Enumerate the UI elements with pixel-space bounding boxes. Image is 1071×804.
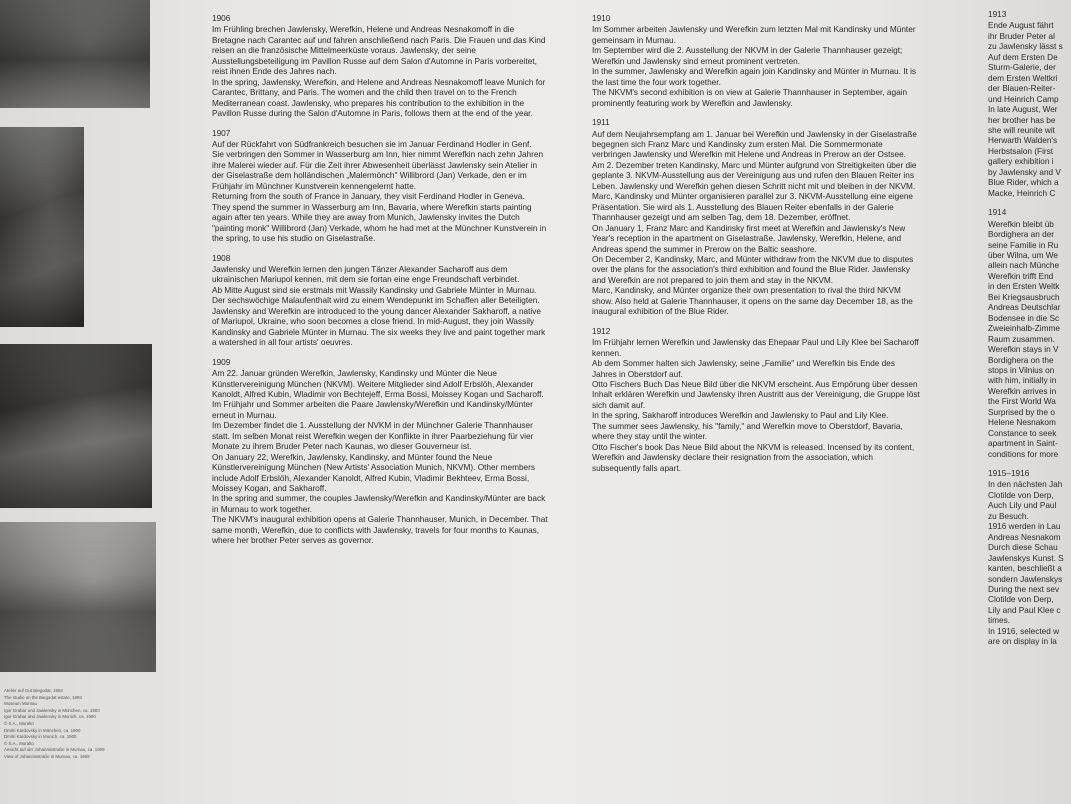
photo-caption-line: Atelier auf Gut Biegodat, 1893: [4, 688, 63, 693]
entry-paragraph: Im Sommer arbeiten Jawlensky und Werefkin zum letzten Mal mit Kandinsky und Münter gemeinsam in Murnau.: [592, 25, 916, 45]
entry-line: Jawlenskys Kunst. S: [988, 553, 1064, 563]
entry-paragraph: Im Dezember findet die 1. Ausstellung der NVKM in der Münchner Galerie Thannhauser statt. Im selben Monat reist Werefkin wegen der Konflikte in ihrer Paarbeziehung für vier Monate zu ihrem Bruder Peter nach Kaunas, wo dieser Gouverneur ist.: [212, 421, 534, 452]
entry-paragraph: Jawlensky and Werefkin are introduced to the young dancer Alexander Sakharoff, a native of Mariupol, Ukraine, who soon becomes a close friend. In mid-August, they join Wassily Kandinsky and Gabriele Münter in Murnau. The six weeks they live and paint together mark a watershed in all four artists' oeuvres.: [212, 306, 546, 348]
entry-paragraph: The summer sees Jawlensky, his "family," and Werefkin move to Oberstdorf, Bavaria, where they stay until the winter.: [592, 421, 903, 442]
entry-line: times.: [988, 616, 1011, 626]
entry-line: Andreas Deutschlar: [988, 303, 1061, 313]
entry-paragraph: Marc, Kandinsky, and Münter organize their own presentation to rival the third NKVM show. Also held at Galerie Thannhauser, it opens on the same day December 18, as the inaugural exhibition of the Blue Rider.: [592, 286, 913, 317]
entry-line: In late August, Wer: [988, 105, 1058, 115]
entry-paragraph: Ab Mitte August sind sie erstmals mit Wassily Kandinsky und Gabriele Münter in Murnau. Der sechswöchige Malaufenthalt wird zu einem Wendepunkt im Schaffen aller Beteiligten.: [212, 285, 540, 306]
entry-year: 1915–1916: [988, 469, 1030, 479]
entry-paragraph: Sie verbringen den Sommer in Wasserburg am Inn, hier nimmt Werefkin nach zehn Jahren ihre Malerei wieder auf. Für die Zeit ihrer Abwesenheit überlässt Jawlensky sein Atelier in der Giselastraße dem holländischen „Malermönch" Willibrord (Jan) Verkade, den er im Frühjahr im Münchner Kunstverein kennengelernt hatte.: [212, 150, 544, 191]
entry-line: Durch diese Schau: [988, 543, 1058, 553]
photo-grabar-jawlensky: [0, 127, 84, 327]
timeline-entry-cropped: [988, 208, 1071, 460]
entry-line: her brother has be: [988, 115, 1056, 125]
entry-line: gallery exhibition i: [988, 157, 1054, 167]
entry-line: stops in Vilnius on: [988, 365, 1055, 375]
photo-caption-line: © S.A., Muralto: [4, 720, 34, 726]
entry-line: by Jawlensky and V: [988, 167, 1061, 177]
entry-line: Constance to seek: [988, 428, 1057, 438]
entry-paragraph: Im Frühling brechen Jawlensky, Werefkin, Helene und Andreas Nesnakomoff in die Bretagne nach Carantec auf und fahren anschließend nach Paris. Die Frauen und das Kind reisen an die französische Mittelmeerküste voraus. Jawlensky, der seine Ausstellungsbeteiligung im Pavillon Russe auf dem Salon d'Automne in Paris vorbereitet, reist ihnen Ende des Jahres nach.: [212, 25, 546, 77]
timeline-column-2: [592, 14, 922, 483]
entry-line: are on display in la: [988, 637, 1057, 647]
entry-year: 1907: [212, 128, 231, 138]
entry-line: Ende August fährt: [988, 21, 1054, 31]
timeline-entry-1908: [212, 254, 548, 349]
entry-paragraph: Jawlensky und Werefkin lernen den jungen Tänzer Alexander Sacharoff aus dem ukrainischen Mariupol kennen, mit dem sie fortan eine enge Freundschaft verbindet.: [212, 264, 520, 285]
entry-line: Clotilde von Derp,: [988, 490, 1054, 500]
entry-line: in den Ersten Weltk: [988, 282, 1060, 292]
entry-paragraph: They spend the summer in Wasserburg am Inn, Bavaria, where Werefkin starts painting again after ten years. While they are away from Munich, Jawlensky invites the Dutch "painting monk" Willibrord (Jan) Verkade, whom he had met at the Münchner Kunstverein in the spring, to use his studio on Giselastraße.: [212, 202, 547, 244]
entry-year: 1913: [988, 10, 1007, 19]
entry-line: über Wilna, um We: [988, 250, 1058, 260]
timeline-column-3: [988, 10, 1071, 657]
entry-line: zu Besuch.: [988, 511, 1029, 521]
entry-line: Andreas Nesnakom: [988, 532, 1061, 542]
timeline-entry-1911: [592, 118, 922, 318]
entry-year: 1910: [592, 14, 611, 23]
photo-kardovsky-munich: [0, 344, 152, 508]
entry-line: Zweieinhalb-Zimme: [988, 324, 1060, 334]
entry-line: In den nächsten Jah: [988, 480, 1063, 490]
entry-line: Werefkin stays in V: [988, 345, 1059, 355]
entry-line: Werefkin trifft End: [988, 271, 1054, 281]
timeline-column-1: [212, 14, 548, 556]
entry-paragraph: The NKVM's second exhibition is on view at Galerie Thannhauser in September, again prominently featuring work by Werefkin and Jawlensky.: [592, 88, 908, 108]
photo-captions: [4, 688, 154, 761]
photo-johannisstrasse-murnau: [0, 522, 156, 672]
entry-paragraph: Ab dem Sommer halten sich Jawlensky, seine „Familie" und Werefkin bis Ende des Jahres in Oberstdorf auf.: [592, 359, 895, 379]
entry-paragraph: On December 2, Kandinsky, Marc, and Münter withdraw from the NKVM due to disputes over the plans for the association's third exhibition and found the Blue Rider. Jawlensky and Werefkin are not prepared to join them and stay in the NKVM.: [592, 254, 914, 285]
entry-line: the First World Wa: [988, 397, 1056, 407]
entry-year: 1912: [592, 326, 611, 336]
entry-year: 1909: [212, 357, 231, 367]
entry-paragraph: In the summer, Jawlensky and Werefkin again join Kandinsky and Münter in Murnau. It is the last time the four work together.: [592, 67, 917, 87]
photo-caption-line: © S.A., Muralto: [4, 740, 34, 746]
entry-line: zu Jawlensky lässt s: [988, 42, 1063, 52]
entry-year: 1911: [592, 118, 610, 128]
entry-line: ihr Bruder Peter al: [988, 31, 1055, 41]
entry-line: Sturm-Galerie, der: [988, 63, 1056, 73]
entry-line: Bei Kriegsausbruch: [988, 292, 1060, 302]
photo-caption-line: Dmitri Kardovsky in München, ca. 1900: [4, 727, 81, 733]
entry-year: 1908: [212, 253, 231, 263]
entry-line: Surprised by the o: [988, 407, 1055, 417]
entry-line: seine Familie in Ru: [988, 240, 1059, 250]
entry-paragraph: In the spring, Sakharoff introduces Werefkin and Jawlensky to Paul and Lily Klee.: [592, 411, 889, 421]
entry-year: 1906: [212, 14, 231, 23]
timeline-entry-1909: [212, 358, 548, 547]
entry-paragraph: Marc, Kandinsky und Münter organisieren parallel zur 3. NKVM-Ausstellung eine eigene Präsentation. Sie wird als 1. Ausstellung des Blauen Reiter ebenfalls in der Galerie Thannhauser gezeigt und am selben Tag, dem 18. Dezember, eröffnet.: [592, 192, 914, 223]
entry-paragraph: In the spring, Jawlensky, Werefkin, and Helene and Andreas Nesnakomoff leave Munich for Carantec, Brittany, and Paris. The women and the child then travel on to the French Mediterranean coast. Jawlensky, who prepares his contribution to the exhibition in the Pavillon Russe during the Salon d'Automne in Paris, follows them at the end of the year.: [212, 77, 546, 119]
photo-caption-line: View of Johannisstraße in Murnau, ca. 1909: [4, 753, 90, 759]
entry-line: Bordighera on the: [988, 355, 1054, 365]
entry-line: conditions for more: [988, 449, 1059, 459]
timeline-entry-1907: [212, 129, 548, 245]
entry-line: she will reunite wit: [988, 125, 1055, 135]
entry-line: Blue Rider, which a: [988, 178, 1059, 188]
entry-line: apartment in Saint-: [988, 439, 1058, 449]
photo-caption-line: Dmitri Kardovsky in Munich, ca. 1900: [4, 734, 77, 740]
timeline-entry-cropped: [988, 10, 1071, 199]
entry-paragraph: In the spring and summer, the couples Jawlensky/Werefkin and Kandinsky/Münter are back in Murnau to work together.: [212, 494, 546, 514]
entry-line: Bodensee in die Sc: [988, 313, 1060, 323]
timeline-entry-cropped: [988, 469, 1071, 648]
timeline-entry-1906: [212, 14, 548, 120]
entry-line: Bordighera an der: [988, 230, 1055, 240]
photo-caption-line: Igor Grabar and Jawlensky in Munich, ca. 1900: [4, 714, 96, 720]
entry-line: der Blauen-Reiter-: [988, 84, 1056, 94]
entry-paragraph: Im Frühjahr und Sommer arbeiten die Paare Jawlensky/Werefkin und Kandinsky/Münter erneut in Murnau.: [212, 400, 533, 420]
entry-line: Werefkin arrives in: [988, 386, 1057, 396]
entry-line: In 1916, selected w: [988, 626, 1060, 636]
entry-line: Macke, Heinrich C: [988, 188, 1056, 198]
entry-line: Lily and Paul Klee c: [988, 605, 1061, 615]
entry-paragraph: Im Frühjahr lernen Werefkin und Jawlensky das Ehepaar Paul und Lily Klee bei Sacharoff kennen.: [592, 338, 919, 358]
photo-caption-line: Igor Grabar und Jawlensky in München, ca. 1900: [4, 707, 100, 713]
entry-year: 1914: [988, 208, 1007, 218]
entry-paragraph: On January 1, Franz Marc and Kandinsky first meet at Werefkin and Jawlensky's New Year's reception in the apartment on Giselastraße. Jawlensky, Werefkin, Helene, and Andreas spend the summer in Prerow on the Baltic seashore.: [592, 223, 906, 254]
entry-line: Auf dem Ersten De: [988, 52, 1058, 62]
entry-line: 1916 werden in Lau: [988, 522, 1061, 532]
entry-line: Werefkin bleibt üb: [988, 219, 1054, 229]
entry-line: Helene Nesnakom: [988, 418, 1056, 428]
photo-caption-line: Ansicht auf der Johannisstraße in Murnau, ca. 1909: [4, 747, 105, 753]
entry-paragraph: On January 22, Werefkin, Jawlensky, Kandinsky, and Münter found the Neue Künstlervereinigung München (New Artists' Association Munich, NKVM). Other members include Adolf Erbslöh, Alexander Kanoldt, Alfred Kubin, Vladimir Bekhteev, Erma Bossi, Moissey Kogan, and Sakharoff.: [212, 452, 535, 494]
entry-line: Raum zusammen.: [988, 334, 1055, 344]
entry-paragraph: Otto Fischers Buch Das Neue Bild über die NKVM erscheint. Aus Empörung über dessen Inhalt erklären Werefkin und Jawlensky ihren Austritt aus der Vereinigung, die Gruppe löst sich damit auf.: [592, 379, 920, 410]
entry-line: und Heinrich Camp: [988, 94, 1059, 104]
entry-line: Herwarth Walden's: [988, 136, 1058, 146]
entry-line: kanten, beschließt a: [988, 564, 1062, 574]
photo-studio-biegodat: [0, 0, 150, 108]
timeline-entry-1912: [592, 327, 922, 474]
entry-paragraph: Returning from the south of France in January, they visit Ferdinand Hodler in Geneva.: [212, 192, 525, 202]
entry-line: During the next sev: [988, 585, 1060, 595]
entry-paragraph: Am 22. Januar gründen Werefkin, Jawlensky, Kandinsky und Münter die Neue Künstlervereinigung München (NKVM). Weitere Mitglieder sind Adolf Erbslöh, Alexander Kanoldt, Alfred Kubin, Wladimir von Bechtejeff, Erma Bossi, Moissey Kogan und Sacharoff.: [212, 369, 544, 399]
entry-paragraph: Auf dem Neujahrsempfang am 1. Januar bei Werefkin und Jawlensky in der Giselastraße begegnen sich Franz Marc und Kandinsky zum ersten Mal. Die Sommermonate verbringen Jawlensky und Werefkin mit Helene und Andreas in Prerow an der Ostsee.: [592, 129, 917, 160]
entry-line: Clotilde von Derp,: [988, 595, 1054, 605]
entry-paragraph: Am 2. Dezember treten Kandinsky, Marc und Münter aufgrund von Streitigkeiten über die geplante 3. NKVM-Ausstellung aus der Vereinigung aus und rufen den Blauen Reiter ins Leben. Jawlensky und Werefkin gehen diesen Schritt nicht mit und bleiben in der NKVM.: [592, 160, 917, 191]
entry-line: Herbstsalon (First: [988, 146, 1054, 156]
entry-line: Auch Lily und Paul: [988, 501, 1057, 511]
entry-line: allein nach Münche: [988, 261, 1060, 271]
photo-caption-line: The studio on the Biegodat estate, 1893: [4, 694, 82, 700]
entry-line: sondern Jawlenskys: [988, 574, 1063, 584]
entry-line: with him, initially in: [988, 376, 1057, 386]
entry-paragraph: The NKVM's inaugural exhibition opens at Galerie Thannhauser, Munich, in December. That same month, Werefkin, due to conflicts with Jawlensky, travels for four months to Kaunas, where her brother Peter serves as governor.: [212, 515, 548, 546]
entry-paragraph: Im September wird die 2. Ausstellung der NKVM in der Galerie Thannhauser gezeigt; Werefkin und Jawlensky sind erneut prominent vertreten.: [592, 46, 903, 66]
entry-paragraph: Otto Fischer's book Das Neue Bild about the NKVM is released. Incensed by its content, Werefkin and Jawlensky declare their resignation from the association, which subsequently falls apart.: [592, 442, 915, 473]
entry-line: dem Ersten Weltkri: [988, 73, 1058, 83]
photo-caption-line: Museum Murnau: [4, 701, 37, 707]
entry-paragraph: Auf der Rückfahrt von Südfrankreich besuchen sie im Januar Ferdinand Hodler in Genf.: [212, 139, 532, 149]
timeline-entry-1910: [592, 14, 922, 109]
